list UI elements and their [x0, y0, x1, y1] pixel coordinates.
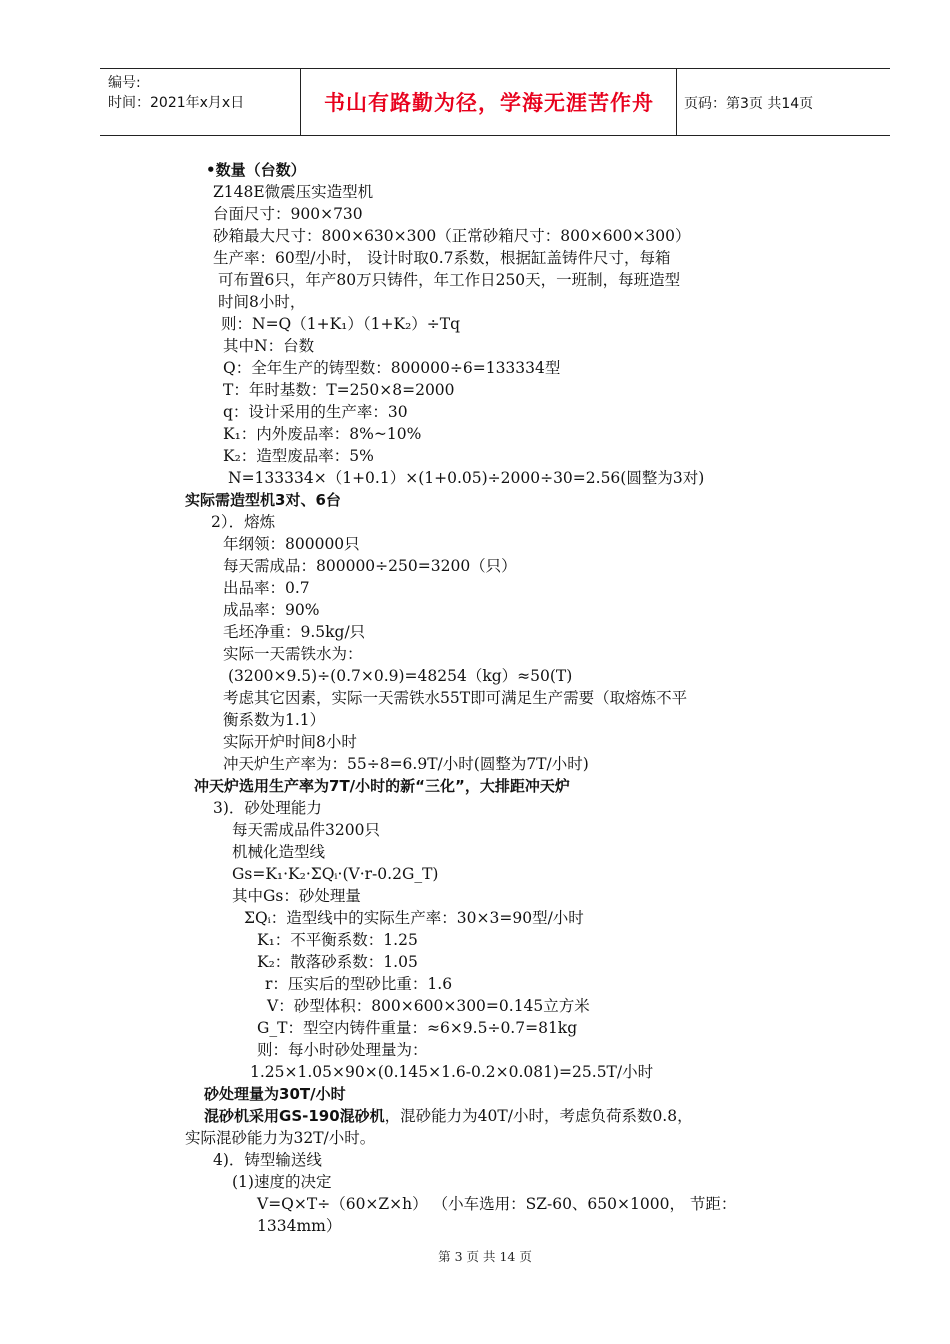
header-divider [300, 69, 301, 135]
text-line: 则：每小时砂处理量为： [257, 1041, 428, 1059]
text-line: 砂箱最大尺寸：800×630×300（正常砂箱尺寸：800×600×300） [213, 227, 691, 245]
formula-line: 1.25×1.05×90×(0.145×1.6-0.2×0.081)=25.5T/小时 [250, 1063, 654, 1081]
formula-line: Gs=K₁·K₂·ΣQᵢ·(V·r-0.2G_T) [232, 865, 439, 883]
formula-line: (3200×9.5)÷(0.7×0.9)=48254（kg）≈50(T) [228, 667, 573, 685]
conclusion-line: 实际需造型机3对、6台 [185, 491, 341, 509]
text-line: K₂：造型废品率：5% [223, 447, 374, 465]
text-line: r：压实后的型砂比重：1.6 [265, 975, 453, 993]
text-line: G_T：型空内铸件重量：≈6×9.5÷0.7=81kg [257, 1019, 578, 1037]
conclusion-line: 砂处理量为30T/小时 [204, 1085, 346, 1103]
page-header [100, 68, 890, 136]
text-line: K₁：内外废品率：8%~10% [223, 425, 422, 443]
text-line: 实际混砂能力为32T/小时。 [185, 1129, 376, 1147]
text-line: (1)速度的决定 [232, 1173, 332, 1191]
text-line: V：砂型体积：800×600×300=0.145立方米 [267, 997, 590, 1015]
formula-line: 则：N=Q（1+K₁）（1+K₂）÷Tq [221, 315, 461, 333]
text-line: K₂：散落砂系数：1.05 [257, 953, 418, 971]
formula-line: N=133334×（1+0.1）×(1+0.05)÷2000÷30=2.56(圆整为3对) [228, 469, 705, 487]
subsection-heading: 3)．砂处理能力 [213, 799, 322, 817]
conclusion-line: 冲天炉选用生产率为7T/小时的新“三化”，大排距冲天炉 [194, 777, 570, 795]
text-line: 实际开炉时间8小时 [223, 733, 357, 751]
text-line: Z148E微震压实造型机 [213, 183, 374, 201]
text-line: ΣQᵢ：造型线中的实际生产率：30×3=90型/小时 [244, 909, 584, 927]
text-line: 每天需成品件3200只 [232, 821, 380, 839]
text-line: 毛坯净重：9.5kg/只 [223, 623, 366, 641]
text-line: 每天需成品：800000÷250=3200（只） [223, 557, 517, 575]
equipment-name: 混砂机采用GS-190混砂机 [204, 1107, 385, 1125]
text-line: T：年时基数：T=250×8=2000 [223, 381, 455, 399]
document-time-label: 时间：2021年x月x日 [108, 95, 245, 111]
text-line: K₁：不平衡系数：1.25 [257, 931, 418, 949]
page-footer: 第 3 页 共 14 页 [438, 1249, 532, 1264]
text-line: 时间8小时， [218, 293, 306, 311]
section-heading: •数量（台数） [206, 161, 306, 179]
text-line: 出品率：0.7 [223, 579, 310, 597]
text-line: 可布置6只，年产80万只铸件，年工作日250天，一班制，每班造型 [218, 271, 681, 289]
header-divider [676, 69, 677, 135]
text-line: 1334mm） [257, 1217, 342, 1235]
text-line: 实际一天需铁水为： [223, 645, 363, 663]
text-line: 生产率：60型/小时， 设计时取0.7系数，根据缸盖铸件尺寸，每箱 [213, 249, 671, 267]
text-line: 其中N：台数 [223, 337, 315, 355]
text-line [204, 1106, 693, 1126]
header-meta [108, 73, 244, 113]
equipment-detail: ，混砂能力为40T/小时，考虑负荷系数0.8， [384, 1107, 693, 1125]
text-line: 台面尺寸：900×730 [213, 205, 363, 223]
text-line: 机械化造型线 [232, 843, 326, 861]
text-line: 年纲领：800000只 [223, 535, 360, 553]
text-line: q：设计采用的生产率：30 [223, 403, 408, 421]
text-line: 考虑其它因素，实际一天需铁水55T即可满足生产需要（取熔炼不平 [223, 689, 688, 707]
text-line: 冲天炉生产率为：55÷8=6.9T/小时(圆整为7T/小时) [223, 755, 589, 773]
text-line: Q：全年生产的铸型数：800000÷6=133334型 [223, 359, 561, 377]
formula-line: V=Q×T÷（60×Z×h） （小车选用：SZ-60、650×1000， 节距： [257, 1195, 737, 1213]
text-line: 成品率：90% [223, 601, 320, 619]
text-line: 其中Gs：砂处理量 [232, 887, 361, 905]
document-number-label: 编号: [108, 75, 141, 91]
subsection-heading: 2）．熔炼 [211, 513, 276, 531]
subsection-heading: 4)．铸型输送线 [213, 1151, 322, 1169]
header-motto: 书山有路勤为径，学海无涯苦作舟 [324, 91, 654, 115]
header-page-number: 页码：第3页 共14页 [684, 96, 814, 112]
text-line: 衡系数为1.1） [223, 711, 326, 729]
